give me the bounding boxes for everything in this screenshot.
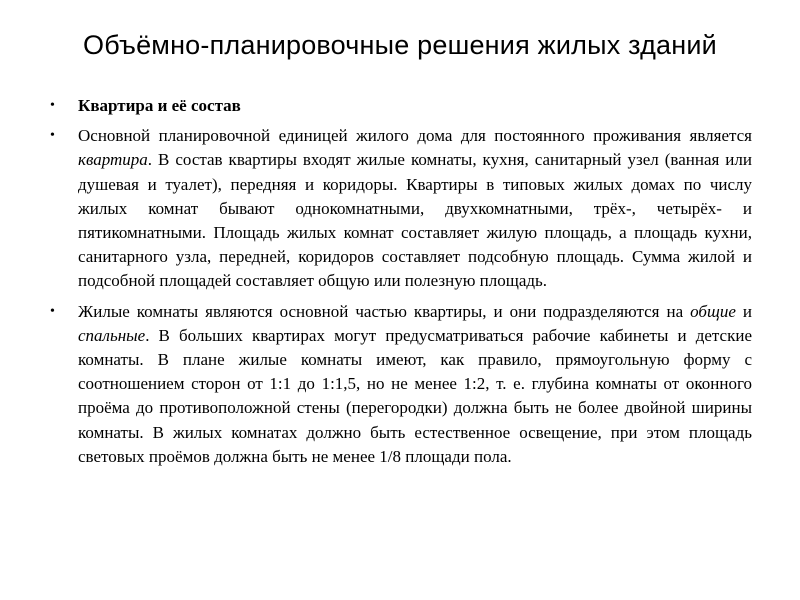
bullet-icon: • xyxy=(50,98,55,113)
bullet-item-rooms xyxy=(50,300,752,469)
bullet-text: Жилые комнаты являются основной частью квартиры, и они подразделяются на xyxy=(78,301,691,321)
bullet-list xyxy=(50,94,752,475)
emphasis-text: спальные xyxy=(78,325,146,345)
bullet-item-heading xyxy=(50,94,752,118)
bullet-text: и xyxy=(735,301,752,321)
slide-title: Объёмно-планировочные решения жилых зданий xyxy=(83,30,717,60)
emphasis-text: квартира xyxy=(78,150,148,170)
emphasis-text: общие xyxy=(690,301,736,321)
bullet-text: Основной планировочной единицей жилого дома для постоянного проживания является xyxy=(78,126,752,146)
bullet-text: . В больших квартирах могут предусматриваться рабочие кабинеты и детские комнаты. В плане жилые комнаты имеют, как правило, прямоугольную форму с соотношением сторон от 1:1 до 1:1,5, но не менее 1:2, т. е. глубина комнаты от оконного проёма до противоположной стены (перегородки) должна быть не более двойной ширины комнаты. В жилых комнатах должно быть естественное освещение, при этом площадь световых проёмов должна быть не менее 1/8 площади пола. xyxy=(78,325,752,466)
bullet-item-apartment xyxy=(50,124,752,293)
bullet-icon: • xyxy=(50,128,55,144)
bullet-icon: • xyxy=(50,303,55,319)
bullet-heading-text: Квартира и её состав xyxy=(78,96,241,115)
bullet-text: . В состав квартиры входят жилые комнаты, кухня, санитарный узел (ванная или душевая и туалет), передняя и коридоры. Квартиры в типовых жилых домах по числу жилых комнат бывают однокомнатными, двухкомнатными, трёх-, четырёх- и пятикомнатными. Площадь жилых комнат составляет жилую площадь, а площадь кухни, санитарного узла, передней, коридоров составляет подсобную площадь. Сумма жилой и подсобной площадей составляет общую или полезную площадь. xyxy=(78,150,752,291)
